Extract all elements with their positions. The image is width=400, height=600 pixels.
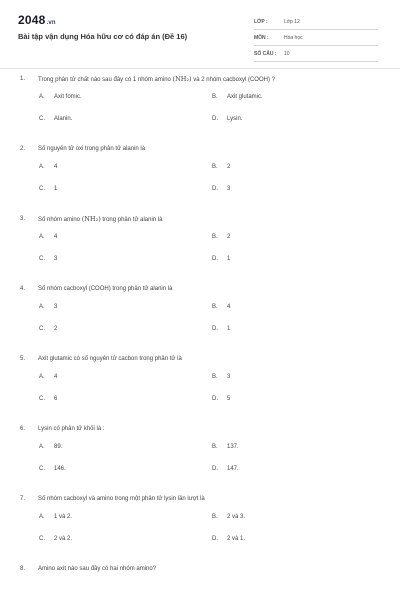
answer-option-c[interactable] [39,248,212,270]
option-text: 3 [54,256,58,262]
question-text [38,146,400,152]
meta-count-row [254,46,378,62]
option-text: Axit glutamic. [227,94,263,100]
answer-option-a[interactable] [39,156,212,178]
answer-option-b[interactable] [212,436,372,458]
option-text: 2 [227,164,231,170]
question-text [38,566,400,572]
question-number: 2. [20,146,26,152]
answer-option-c[interactable] [39,458,212,480]
answer-option-b[interactable] [212,366,372,388]
answer-option-d[interactable] [212,318,372,340]
answer-option-a[interactable] [39,296,212,318]
option-text: 2 [227,234,231,240]
option-letter: B. [212,94,218,100]
question-stem [0,352,400,366]
question-stem [0,422,400,436]
question-number: 6. [20,426,26,432]
answer-options [39,366,400,410]
option-letter: C. [39,256,45,262]
option-letter: A. [39,374,45,380]
question-spacer [0,550,400,562]
option-letter: C. [39,536,45,542]
question-1 [0,72,400,142]
question-text-part: Số nhóm cacboxyl và amino trong một phân tử lysin lần lượt là [38,496,205,502]
site-logo[interactable] [18,13,56,27]
worksheet-header [0,0,400,64]
option-text: 2 và 3. [227,514,246,520]
option-letter: D. [212,256,218,262]
question-stem [0,212,400,226]
question-text-part: Axit glutamic có số nguyên tử cacbon trong phân tử là [38,356,182,362]
option-text: 1 [54,186,58,192]
option-text: 1 và 2. [54,514,73,520]
answer-option-d[interactable] [212,388,372,410]
option-letter: A. [39,164,45,170]
header-divider [0,68,400,69]
option-text: Lysin. [227,116,243,122]
option-letter: D. [212,116,218,122]
answer-option-b[interactable] [212,506,372,528]
option-letter: B. [212,304,218,310]
answer-option-d[interactable] [212,178,372,200]
option-text: 1 [227,256,231,262]
option-text: 146. [54,466,66,472]
answer-option-d[interactable] [212,248,372,270]
option-letter: B. [212,234,218,240]
question-3 [0,212,400,282]
option-letter: A. [39,94,45,100]
question-text-part: Trong phân tử chất nào sau đây có 1 nhóm amino [38,77,173,83]
question-spacer [0,410,400,422]
question-spacer [0,270,400,282]
option-letter: C. [39,466,45,472]
option-text: 6 [54,396,58,402]
answer-option-a[interactable] [39,86,212,108]
question-text-part: Amino axit nào sau đây có hai nhóm amino? [38,566,157,572]
question-8 [0,562,400,576]
answer-option-b[interactable] [212,296,372,318]
option-text: 4 [54,164,58,170]
question-stem [0,72,400,86]
answer-options [39,506,400,550]
question-7 [0,492,400,562]
question-stem [0,142,400,156]
option-letter: D. [212,186,218,192]
meta-class-row [254,14,378,30]
answer-option-b[interactable] [212,226,372,248]
option-text: 3 [54,304,58,310]
question-2 [0,142,400,212]
question-number: 1. [20,76,26,82]
option-letter: A. [39,444,45,450]
answer-option-c[interactable] [39,388,212,410]
question-text-part: Số nhóm cacboxyl (COOH) trong phân tử alanin là [38,286,173,292]
meta-value: Hóa học [284,34,303,41]
meta-label: LỚP : [254,18,268,25]
option-letter: B. [212,164,218,170]
question-text-part: và 2 nhóm cacboxyl (COOH) ? [191,77,275,83]
option-letter: B. [212,444,218,450]
answer-options [39,226,400,270]
answer-option-a[interactable] [39,506,212,528]
question-text [38,286,400,292]
question-text [38,75,400,83]
question-stem [0,282,400,296]
answer-options [39,436,400,480]
answer-options [39,296,400,340]
option-letter: A. [39,514,45,520]
option-text: 4 [54,234,58,240]
question-number: 4. [20,286,26,292]
answer-option-b[interactable] [212,86,372,108]
option-text: 2 và 2. [54,536,73,542]
worksheet-title: Bài tập vận dụng Hóa hữu cơ có đáp án (Đề 16) [18,32,188,41]
question-spacer [0,130,400,142]
option-text: 2 [54,326,58,332]
question-text-part: Lysin có phân tử khối là : [38,426,105,432]
question-number: 7. [20,496,26,502]
option-letter: C. [39,116,45,122]
question-text [38,215,400,223]
question-text-part: Số nguyên tử oxi trong phân tử alanin là [38,146,146,152]
answer-option-a[interactable] [39,366,212,388]
question-spacer [0,200,400,212]
answer-option-c[interactable] [39,318,212,340]
option-text: 3 [227,186,231,192]
option-letter: D. [212,396,218,402]
meta-label: MÔN : [254,34,269,41]
question-text [38,356,400,362]
option-text: Axit fomic. [54,94,82,100]
question-text [38,426,400,432]
option-letter: A. [39,234,45,240]
meta-subject-row [254,30,378,46]
option-letter: C. [39,186,45,192]
question-4 [0,282,400,352]
question-stem [0,562,400,576]
answer-options [39,156,400,200]
meta-label: SỐ CÂU : [254,50,277,57]
question-text-part: Số nhóm amino [38,217,82,223]
answer-option-b[interactable] [212,156,372,178]
question-list [0,72,400,576]
question-spacer [0,480,400,492]
answer-option-d[interactable] [212,528,372,550]
answer-options [39,86,400,130]
answer-option-c[interactable] [39,528,212,550]
option-text: 89. [54,444,63,450]
option-letter: D. [212,466,218,472]
chem-formula: (NH₂) [81,215,101,223]
question-6 [0,422,400,492]
option-letter: A. [39,304,45,310]
question-number: 3. [20,216,26,222]
answer-option-c[interactable] [39,108,212,130]
answer-option-c[interactable] [39,178,212,200]
question-text [38,496,400,502]
chem-formula: (NH₂) [172,75,192,83]
question-5 [0,352,400,422]
answer-option-a[interactable] [39,436,212,458]
option-text: 4 [227,304,231,310]
question-text-part: trong phân tử alanin là [100,217,163,223]
question-number: 5. [20,356,26,362]
question-stem [0,492,400,506]
logo-suffix: .vn [46,20,56,26]
option-letter: D. [212,326,218,332]
answer-option-d[interactable] [212,458,372,480]
option-letter: C. [39,396,45,402]
option-text: 5 [227,396,231,402]
option-text: Alanin. [54,116,73,122]
question-number: 8. [20,566,26,572]
option-text: 2 và 1. [227,536,246,542]
answer-option-d[interactable] [212,108,372,130]
option-text: 1 [227,326,231,332]
option-letter: B. [212,374,218,380]
worksheet-meta [254,14,378,62]
option-text: 137. [227,444,239,450]
answer-option-a[interactable] [39,226,212,248]
option-letter: C. [39,326,45,332]
option-letter: B. [212,514,218,520]
meta-value: Lớp 12 [284,18,300,25]
logo-text: 2048 [18,13,46,27]
option-text: 147. [227,466,239,472]
question-spacer [0,340,400,352]
option-text: 4 [54,374,58,380]
meta-value: 10 [284,50,290,57]
option-letter: D. [212,536,218,542]
option-text: 3 [227,374,231,380]
